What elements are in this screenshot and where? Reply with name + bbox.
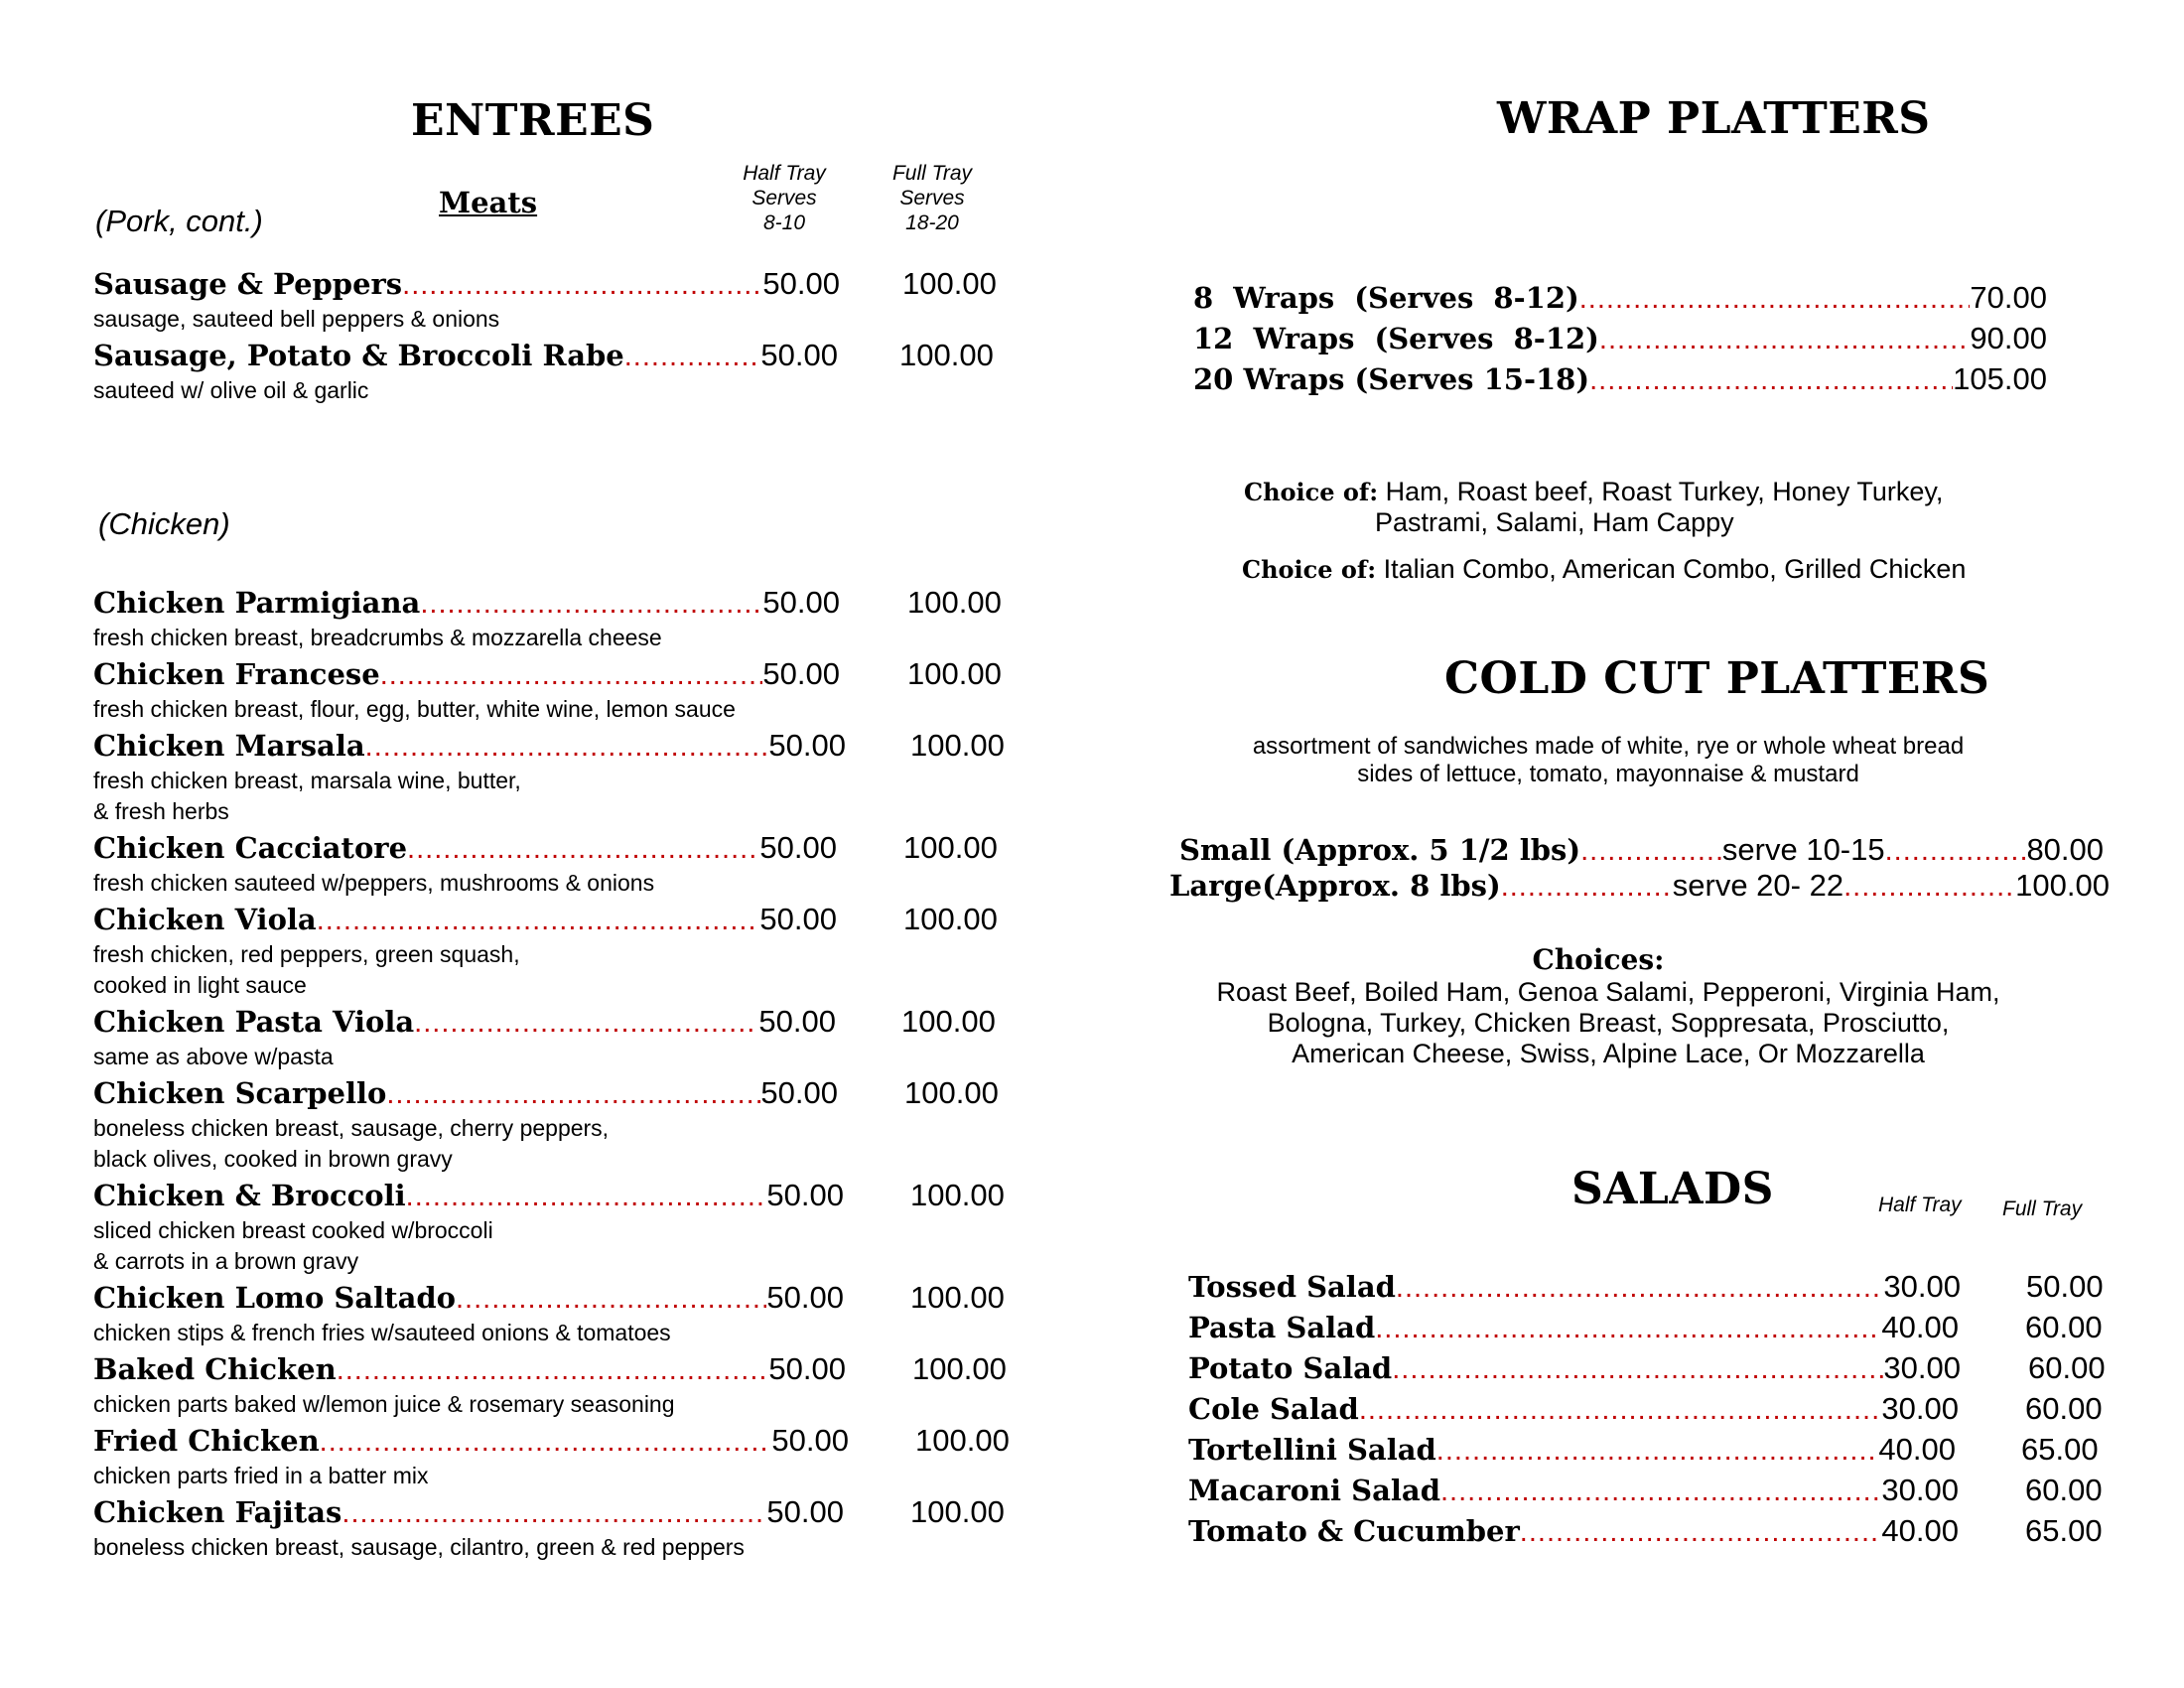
item-name: Chicken Cacciatore: [93, 831, 408, 865]
item-name: Chicken Parmigiana: [93, 586, 421, 620]
cold-cut-item-row: [1179, 832, 2104, 868]
full-price: 100.00: [904, 1075, 999, 1110]
half-price: 50.00: [766, 1494, 844, 1529]
item-description: boneless chicken breast, sausage, cilantro, green & red peppers: [93, 1534, 745, 1560]
item-name: Cole Salad: [1188, 1392, 1359, 1426]
dot-leader: [1520, 1516, 1882, 1549]
menu-item-row: [93, 1280, 844, 1316]
price: 90.00: [1970, 321, 2047, 355]
menu-item-row: [93, 1075, 838, 1111]
half-price: 50.00: [760, 338, 838, 372]
item-name: Macaroni Salad: [1188, 1474, 1440, 1507]
half-price: 50.00: [759, 830, 837, 865]
half-price: 50.00: [760, 1075, 838, 1110]
meats-subheading: Meats: [439, 186, 538, 219]
item-description: sausage, sauteed bell peppers & onions: [93, 306, 500, 332]
price: 105.00: [1953, 361, 2047, 396]
item-name: 20 Wraps (Serves 15-18): [1193, 362, 1590, 396]
salad-item-row: [1188, 1513, 1959, 1549]
serves: serve 20- 22: [1672, 868, 1844, 903]
item-name: Baked Chicken: [93, 1352, 337, 1386]
chicken-label: (Chicken): [98, 506, 230, 541]
price: 80.00: [2026, 832, 2105, 867]
dot-leader: [1359, 1394, 1882, 1427]
dot-leader: [1599, 324, 1971, 356]
item-description: & carrots in a brown gravy: [93, 1248, 359, 1274]
full-price: 60.00: [2025, 1310, 2103, 1344]
item-description: chicken stips & french fries w/sauteed onions & tomatoes: [93, 1320, 671, 1345]
item-description: chicken parts baked w/lemon juice & rosemary seasoning: [93, 1391, 675, 1417]
full-price: 65.00: [2021, 1432, 2099, 1467]
item-description: sliced chicken breast cooked w/broccoli: [93, 1217, 493, 1243]
item-name: Chicken Lomo Saltado: [93, 1281, 456, 1315]
dot-leader: [320, 1426, 772, 1459]
half-price: 50.00: [762, 266, 840, 301]
salad-item-row: [1188, 1391, 1959, 1427]
half-price: 50.00: [762, 656, 840, 691]
half-price: 30.00: [1883, 1350, 1961, 1385]
dot-leader: [1375, 1313, 1881, 1345]
half-price: 50.00: [768, 1351, 846, 1386]
menu-item-row: [93, 830, 837, 866]
half-price: 50.00: [758, 1004, 836, 1039]
choices-list: Roast Beef, Boiled Ham, Genoa Salami, Pepperoni, Virginia Ham, Bologna, Turkey, Chicken Breast, Soppresata, Prosciutto, American Cheese, Swiss, Alpine Lace, Or Mozzarella: [1216, 977, 2000, 1068]
half-price: 50.00: [768, 728, 846, 763]
half-price: 30.00: [1881, 1391, 1959, 1426]
full-price: 100.00: [912, 1351, 1007, 1386]
full-price: 100.00: [903, 902, 998, 936]
item-name: Potato Salad: [1188, 1351, 1393, 1385]
dot-leader: [365, 731, 769, 764]
item-description: fresh chicken sauteed w/peppers, mushrooms & onions: [93, 870, 655, 896]
dot-leader: [1440, 1476, 1881, 1508]
dot-leader: [407, 833, 759, 866]
item-name: Tomato & Cucumber: [1188, 1514, 1520, 1548]
half-price: 50.00: [771, 1423, 849, 1458]
item-name: Tossed Salad: [1188, 1270, 1396, 1304]
half-price: 40.00: [1878, 1432, 1956, 1467]
dot-leader: [406, 1181, 767, 1213]
dot-leader: [1436, 1435, 1879, 1468]
salads-half-tray-header: Half Tray: [1878, 1194, 1962, 1216]
salad-item-row: [1188, 1310, 1959, 1345]
menu-item-row: [93, 1423, 849, 1459]
half-price: 50.00: [766, 1280, 844, 1315]
dot-leader: [386, 1078, 760, 1111]
item-description: cooked in light sauce: [93, 972, 307, 998]
cold-cut-title: COLD CUT PLATTERS: [1444, 653, 1990, 704]
menu-item-row: [93, 338, 838, 373]
full-price: 100.00: [915, 1423, 1010, 1458]
half-price: 40.00: [1881, 1513, 1959, 1548]
full-price: 100.00: [910, 728, 1005, 763]
item-description: fresh chicken breast, breadcrumbs & mozzarella cheese: [93, 625, 662, 650]
choices-label: Choices:: [1532, 943, 1665, 976]
dot-leader: [380, 659, 763, 692]
half-price: 30.00: [1881, 1473, 1959, 1507]
full-price: 100.00: [902, 266, 997, 301]
menu-item-row: [93, 266, 840, 302]
dot-leader: [337, 1354, 769, 1387]
price: 70.00: [1970, 280, 2047, 315]
dot-leader: [402, 269, 762, 302]
dot-leader: [1579, 283, 1971, 316]
salads-full-tray-header: Full Tray: [2002, 1197, 2083, 1220]
full-price: 50.00: [2026, 1269, 2104, 1304]
cold-cut-description: assortment of sandwiches made of white, rye or whole wheat bread sides of lettuce, tomato, mayonnaise & mustard: [1252, 733, 1965, 787]
serves: serve 10-15: [1721, 832, 1885, 867]
full-price: 65.00: [2025, 1513, 2103, 1548]
item-name: Small (Approx. 5 1/2 lbs): [1179, 833, 1581, 867]
wrap-item-row: [1193, 321, 2047, 356]
item-name: Chicken Francese: [93, 657, 380, 691]
price: 100.00: [2015, 868, 2110, 903]
full-price: 100.00: [910, 1280, 1005, 1315]
full-price: 100.00: [907, 656, 1002, 691]
item-name: Sausage & Peppers: [93, 267, 403, 301]
wrap-choice-1: Choice of: Ham, Roast beef, Roast Turkey, Honey Turkey,: [1244, 477, 1944, 506]
item-name: Large(Approx. 8 lbs): [1169, 869, 1501, 903]
half-price: 50.00: [762, 585, 840, 620]
half-price: 30.00: [1883, 1269, 1961, 1304]
full-price: 100.00: [910, 1178, 1005, 1212]
dot-leader: [624, 341, 761, 373]
wrap-item-row: [1193, 361, 2047, 397]
item-name: Chicken & Broccoli: [93, 1179, 406, 1212]
full-price: 100.00: [901, 1004, 996, 1039]
half-tray-header: Half Tray Serves 8-10: [743, 162, 826, 234]
item-name: Fried Chicken: [93, 1424, 320, 1458]
full-price: 60.00: [2025, 1391, 2103, 1426]
item-name: Chicken Viola: [93, 903, 317, 936]
dot-leader: [456, 1283, 766, 1316]
menu-item-row: [93, 902, 837, 937]
item-name: 8 Wraps (Serves 8-12): [1193, 281, 1579, 315]
item-description: boneless chicken breast, sausage, cherry peppers,: [93, 1115, 610, 1141]
item-name: Chicken Scarpello: [93, 1076, 387, 1110]
salads-title: SALADS: [1571, 1164, 1774, 1214]
dot-leader: [1392, 1353, 1883, 1386]
salad-item-row: [1188, 1432, 1956, 1468]
full-price: 100.00: [903, 830, 998, 865]
menu-item-row: [93, 1494, 844, 1530]
wrap-item-row: [1193, 280, 2047, 316]
full-price: 100.00: [907, 585, 1002, 620]
dot-leader: [341, 1497, 766, 1530]
item-description: black olives, cooked in brown gravy: [93, 1146, 453, 1172]
dot-leader: [1589, 364, 1953, 397]
full-price: 100.00: [910, 1494, 1005, 1529]
salad-item-row: [1188, 1473, 1959, 1508]
item-name: Pasta Salad: [1188, 1311, 1376, 1344]
salad-item-row: [1188, 1269, 1961, 1305]
item-description: fresh chicken breast, flour, egg, butter, white wine, lemon sauce: [93, 696, 736, 722]
item-description: chicken parts fried in a batter mix: [93, 1463, 429, 1488]
full-tray-header: Full Tray Serves 18-20: [891, 162, 973, 234]
menu-item-row: [93, 1351, 846, 1387]
item-name: Chicken Fajitas: [93, 1495, 342, 1529]
full-price: 100.00: [899, 338, 994, 372]
salad-item-row: [1188, 1350, 1961, 1386]
item-name: Chicken Marsala: [93, 729, 365, 763]
full-price: 60.00: [2025, 1473, 2103, 1507]
menu-item-row: [93, 585, 840, 621]
dot-leader: [420, 588, 762, 621]
dot-leader: [317, 905, 760, 937]
half-price: 40.00: [1881, 1310, 1959, 1344]
item-description: fresh chicken breast, marsala wine, butter,: [93, 768, 521, 793]
item-description: sauteed w/ olive oil & garlic: [93, 377, 369, 403]
item-name: Tortellini Salad: [1188, 1433, 1436, 1467]
item-description: same as above w/pasta: [93, 1044, 334, 1069]
dot-leader: [1501, 871, 1673, 904]
dot-leader: [1885, 835, 2027, 868]
dot-leader: [1843, 871, 2015, 904]
item-name: Sausage, Potato & Broccoli Rabe: [93, 339, 624, 372]
menu-item-row: [93, 1178, 844, 1213]
cold-cut-item-row: [1169, 868, 2110, 904]
half-price: 50.00: [766, 1178, 844, 1212]
menu-item-row: [93, 728, 846, 764]
menu-item-row: [93, 1004, 836, 1040]
dot-leader: [414, 1007, 758, 1040]
pork-cont-label: (Pork, cont.): [95, 204, 263, 238]
wrap-platters-title: WRAP PLATTERS: [1497, 93, 1931, 144]
half-price: 50.00: [759, 902, 837, 936]
menu-item-row: [93, 656, 840, 692]
wrap-choice-2: Choice of: Italian Combo, American Combo, Grilled Chicken: [1242, 554, 1967, 584]
item-name: 12 Wraps (Serves 8-12): [1193, 322, 1599, 355]
entrees-title: ENTREES: [411, 95, 655, 146]
wrap-choice-1-cont: Pastrami, Salami, Ham Cappy: [1375, 507, 1734, 537]
full-price: 60.00: [2028, 1350, 2106, 1385]
dot-leader: [1396, 1272, 1884, 1305]
item-description: fresh chicken, red peppers, green squash,: [93, 941, 520, 967]
dot-leader: [1580, 835, 1722, 868]
item-description: & fresh herbs: [93, 798, 229, 824]
item-name: Chicken Pasta Viola: [93, 1005, 415, 1039]
